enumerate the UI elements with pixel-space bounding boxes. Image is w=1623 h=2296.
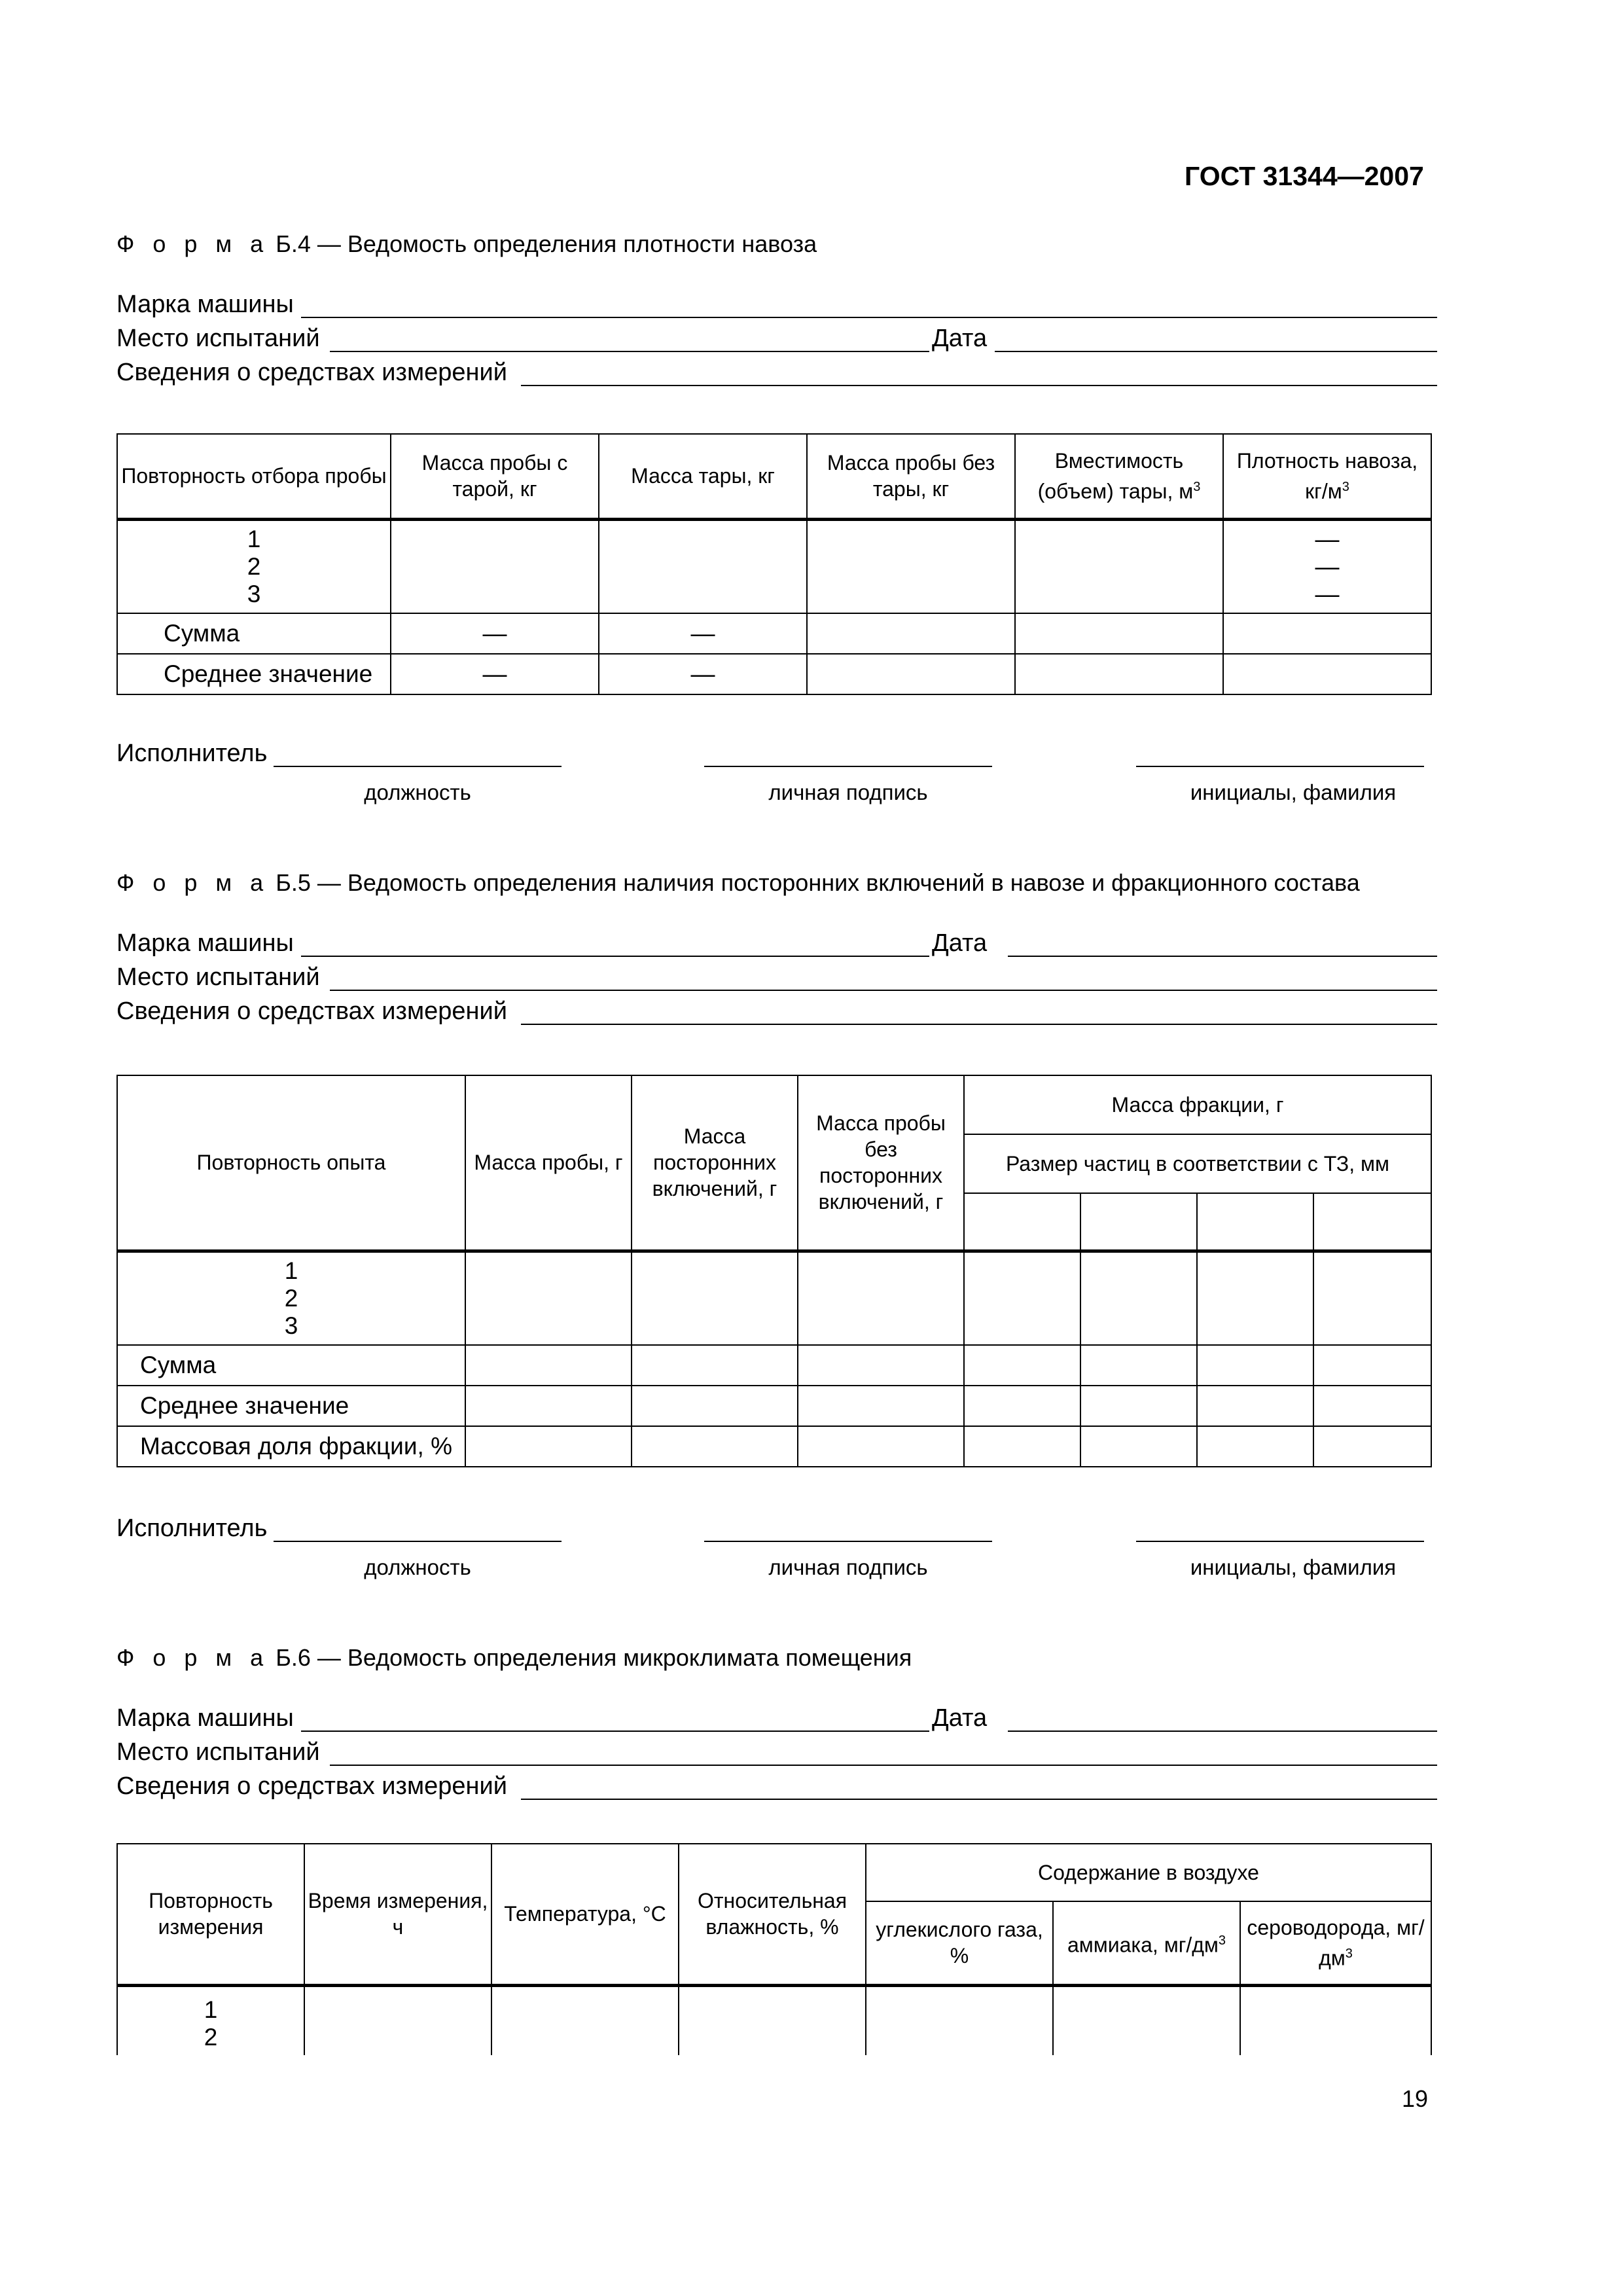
density-dash-cell: — — — [1223,519,1431,613]
col-header-tare-mass: Масса тары, кг [599,434,807,519]
col-header-time: Время измерения, ч [304,1844,491,1985]
col-header-fraction-mass: Масса фракции, г [964,1075,1431,1134]
table-row-sum [117,613,1431,654]
repeat-numbers-cell: 1 2 3 [117,1251,465,1345]
table-cell[interactable] [465,1345,632,1386]
initials-line[interactable] [1136,766,1424,767]
table-cell[interactable] [1313,1345,1431,1386]
signature-line[interactable] [704,1541,992,1542]
table-cell[interactable] [1223,613,1431,654]
position-caption: должность [364,1555,471,1579]
table-cell[interactable] [1313,1193,1431,1251]
col-header-sample-mass: Масса пробы, г [465,1075,632,1251]
machine-input-line[interactable] [301,317,1437,318]
table-cell[interactable] [1053,1985,1240,2055]
table-cell[interactable] [964,1251,1080,1345]
page-number: 19 [1402,2085,1429,2112]
table-cell[interactable] [1313,1426,1431,1467]
table-cell[interactable] [632,1251,798,1345]
col-header-particle-size: Размер частиц в соответствии с ТЗ, мм [964,1134,1431,1193]
dash-cell: — [391,613,599,654]
row-label-sum: Сумма [117,1345,465,1386]
col-header-foreign-mass: Масса посторонних включений, г [632,1075,798,1251]
col-header-volume: Вместимость (объем) тары, $м^3$ [1015,434,1223,519]
place-label: Место испытаний [116,1738,320,1766]
executor-label: Исполнитель [116,1515,268,1542]
date-input-line[interactable] [1008,1731,1437,1732]
table-header-row [117,1844,1431,1901]
table-row-sum [117,1345,1431,1386]
form-title-text: Б.5 — Ведомость определения наличия посторонних включений в навозе и фракционного состава [276,869,1360,896]
table-cell[interactable] [964,1426,1080,1467]
machine-label: Марка машины [116,291,294,318]
table-cell[interactable] [798,1426,964,1467]
form-b4-table [116,433,1432,695]
table-cell[interactable] [304,1985,491,2055]
machine-input-line[interactable] [301,956,929,957]
table-cell[interactable] [964,1345,1080,1386]
table-row-share [117,1426,1431,1467]
form-prefix: Ф о р м а [116,1644,270,1671]
table-row [117,1985,1431,2055]
machine-label: Марка машины [116,1704,294,1732]
dash-cell: — [599,654,807,694]
position-caption: должность [364,780,471,804]
table-header-row [117,434,1431,519]
date-input-line[interactable] [1008,956,1437,957]
table-cell[interactable] [1223,654,1431,694]
table-cell[interactable] [599,519,807,613]
date-label: Дата [932,929,988,957]
row-label-fraction-share: Массовая доля фракции, % [117,1426,465,1467]
table-cell[interactable] [391,519,599,613]
table-cell[interactable] [798,1251,964,1345]
position-line[interactable] [274,1541,562,1542]
table-row-mean [117,654,1431,694]
table-cell[interactable] [491,1985,679,2055]
place-label: Место испытаний [116,963,320,991]
position-line[interactable] [274,766,562,767]
table-cell[interactable] [632,1345,798,1386]
table-cell[interactable] [807,654,1015,694]
form-b5-title [116,869,1360,897]
executor-label: Исполнитель [116,740,268,767]
initials-caption: инициалы, фамилия [1190,1555,1397,1579]
table-cell[interactable] [1197,1251,1313,1345]
table-cell[interactable] [1015,519,1223,613]
table-cell[interactable] [1080,1251,1197,1345]
instruments-label: Сведения о средствах измерений [116,359,507,386]
table-cell[interactable] [807,613,1015,654]
table-row [117,1251,1431,1345]
form-b5-table [116,1075,1432,1467]
col-header-mass-with-tare: Масса пробы с тарой, кг [391,434,599,519]
row-label-sum: Сумма [117,613,391,654]
table-cell[interactable] [807,519,1015,613]
table-cell[interactable] [1197,1426,1313,1467]
col-header-repeat: Повторность измерения [117,1844,304,1985]
date-label: Дата [932,325,988,352]
col-header-humidity: Относительная влажность, % [679,1844,866,1985]
table-cell[interactable] [1197,1193,1313,1251]
date-input-line[interactable] [995,351,1437,352]
table-cell[interactable] [798,1386,964,1426]
col-header-hydrogen-sulfide: сероводорода, $мг/дм^3$ [1240,1901,1431,1985]
table-cell[interactable] [798,1345,964,1386]
instruments-input-line[interactable] [521,1024,1437,1025]
place-input-line[interactable] [330,351,929,352]
col-header-mass-without-tare: Масса пробы без тары, кг [807,434,1015,519]
instruments-input-line[interactable] [521,385,1437,386]
table-cell[interactable] [1080,1426,1197,1467]
personal-signature-caption: личная подпись [768,780,928,804]
dash-cell: — [599,613,807,654]
col-header-ammonia: аммиака, $мг/дм^3$ [1053,1901,1240,1985]
table-cell[interactable] [866,1985,1053,2055]
table-cell[interactable] [1015,613,1223,654]
row-label-mean: Среднее значение [117,1386,465,1426]
table-cell[interactable] [465,1426,632,1467]
instruments-label: Сведения о средствах измерений [116,997,507,1025]
form-b4-title [116,230,817,258]
table-cell[interactable] [1240,1985,1431,2055]
place-label: Место испытаний [116,325,320,352]
machine-input-line[interactable] [301,1731,929,1732]
repeat-numbers-cell: 1 2 [117,1985,304,2055]
table-row-mean [117,1386,1431,1426]
table-cell[interactable] [1080,1193,1197,1251]
dash-cell: — [391,654,599,694]
form-prefix: Ф о р м а [116,869,270,896]
col-header-co2: углекислого газа, % [866,1901,1053,1985]
table-cell[interactable] [465,1251,632,1345]
table-cell[interactable] [964,1386,1080,1426]
table-row [117,519,1431,613]
table-cell[interactable] [1197,1345,1313,1386]
instruments-input-line[interactable] [521,1799,1437,1800]
table-cell[interactable] [632,1386,798,1426]
col-header-air-content: Содержание в воздухе [866,1844,1431,1901]
col-header-repeat: Повторность опыта [117,1075,465,1251]
form-b6-title [116,1644,912,1672]
row-label-mean: Среднее значение [117,654,391,694]
table-cell[interactable] [1313,1386,1431,1426]
signature-line[interactable] [704,766,992,767]
place-input-line[interactable] [330,1765,1437,1766]
form-b6-table [116,1843,1432,2055]
table-cell[interactable] [1313,1251,1431,1345]
initials-line[interactable] [1136,1541,1424,1542]
machine-label: Марка машины [116,929,294,957]
table-cell[interactable] [632,1426,798,1467]
repeat-numbers-cell: 1 2 3 [117,519,391,613]
table-cell[interactable] [1080,1345,1197,1386]
col-header-density: Плотность навоза, $кг/м^3$ [1223,434,1431,519]
instruments-label: Сведения о средствах измерений [116,1772,507,1800]
personal-signature-caption: личная подпись [768,1555,928,1579]
table-cell[interactable] [964,1193,1080,1251]
col-header-temperature: Температура, °С [491,1844,679,1985]
form-prefix: Ф о р м а [116,230,270,257]
form-b6-table-clip [115,1842,1433,2055]
table-cell[interactable] [1080,1386,1197,1426]
table-cell[interactable] [1015,654,1223,694]
initials-caption: инициалы, фамилия [1190,780,1397,804]
form-title-text: Б.4 — Ведомость определения плотности навоза [276,230,817,257]
place-input-line[interactable] [330,990,1437,991]
table-header-row [117,1075,1431,1134]
form-title-text: Б.6 — Ведомость определения микроклимата помещения [276,1644,912,1671]
table-cell[interactable] [1197,1386,1313,1426]
col-header-repeat: Повторность отбора пробы [117,434,391,519]
col-header-mass-without-foreign: Масса пробы без посторонних включений, г [798,1075,964,1251]
table-cell[interactable] [465,1386,632,1426]
date-label: Дата [932,1704,988,1732]
table-cell[interactable] [679,1985,866,2055]
document-standard-number: ГОСТ 31344—2007 [1185,161,1424,191]
